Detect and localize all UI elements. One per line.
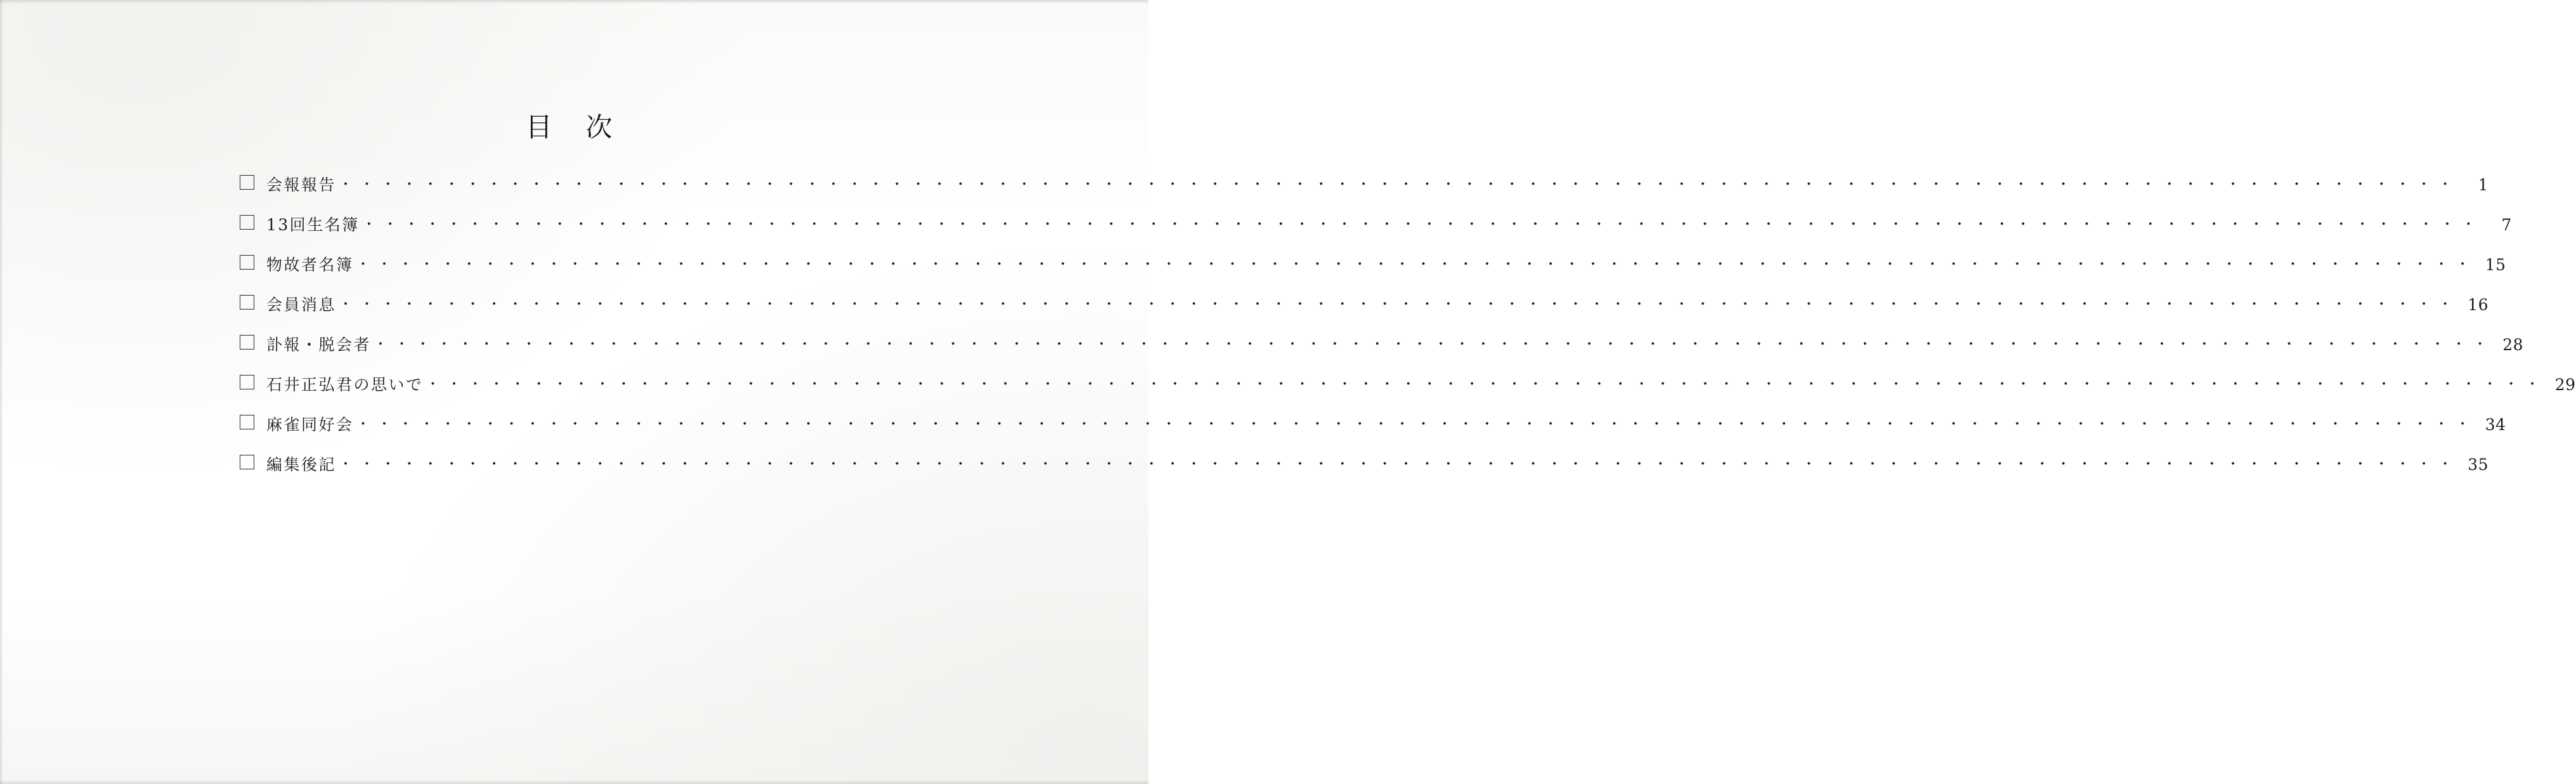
toc-entry-label: 訃報・脱会者 (266, 336, 372, 354)
toc-entry-label: 物故者名簿 (266, 256, 354, 274)
toc-entry-page: 28 (2502, 336, 2524, 354)
toc-entry-6[interactable] (240, 372, 2576, 412)
toc-entry-label: 13回生名簿 (266, 216, 360, 234)
toc-entry-1[interactable] (240, 173, 2489, 212)
square-bullet-icon (240, 295, 254, 310)
toc-entry-7[interactable] (240, 412, 2506, 452)
leader-dots: ・・・・・・・・・・・・・・・・・・・・・・・・・・・・・・・・・・・・・・・・・・・・・・・・・・・・・・・・・・・・・・・・・・・・・・・・・・・・・・・・・・・・・・・・・・・・・・・・・・・・ (339, 457, 2460, 473)
toc-entry-label: 編集後記 (266, 455, 337, 474)
page-title-char-1: 目 (525, 112, 563, 143)
leader-dots: ・・・・・・・・・・・・・・・・・・・・・・・・・・・・・・・・・・・・・・・・・・・・・・・・・・・・・・・・・・・・・・・・・・・・・・・・・・・・・・・・・・・・・・・・・・・・・・・・・・・・ (374, 337, 2495, 353)
toc-entry-5[interactable] (240, 332, 2524, 372)
square-bullet-icon (240, 375, 254, 389)
leader-dots: ・・・・・・・・・・・・・・・・・・・・・・・・・・・・・・・・・・・・・・・・・・・・・・・・・・・・・・・・・・・・・・・・・・・・・・・・・・・・・・・・・・・・・・・・・・・・・・・・・・・・ (356, 417, 2477, 433)
toc-entry-label: 石井正弘君の思いで (266, 376, 424, 394)
toc-entry-page: 1 (2478, 176, 2489, 194)
paper-edge-bottom (0, 780, 1148, 784)
toc-entry-page: 15 (2485, 256, 2506, 274)
toc-entry-8[interactable] (240, 452, 2489, 492)
page-title (0, 107, 1148, 145)
leader-dots: ・・・・・・・・・・・・・・・・・・・・・・・・・・・・・・・・・・・・・・・・・・・・・・・・・・・・・・・・・・・・・・・・・・・・・・・・・・・・・・・・・・・・・・・・・・・・・・・・・・・・ (339, 297, 2460, 313)
square-bullet-icon (240, 335, 254, 350)
toc-entry-page: 7 (2501, 216, 2512, 234)
leader-dots: ・・・・・・・・・・・・・・・・・・・・・・・・・・・・・・・・・・・・・・・・・・・・・・・・・・・・・・・・・・・・・・・・・・・・・・・・・・・・・・・・・・・・・・・・・・・・・・・・・・・・ (361, 217, 2483, 233)
leader-dots: ・・・・・・・・・・・・・・・・・・・・・・・・・・・・・・・・・・・・・・・・・・・・・・・・・・・・・・・・・・・・・・・・・・・・・・・・・・・・・・・・・・・・・・・・・・・・・・・・・・・・ (426, 377, 2547, 393)
toc-entry-page: 35 (2468, 455, 2489, 474)
square-bullet-icon (240, 415, 254, 429)
page-title-char-2: 次 (585, 112, 623, 143)
square-bullet-icon (240, 255, 254, 270)
square-bullet-icon (240, 215, 254, 230)
toc-entry-page: 16 (2468, 296, 2489, 314)
square-bullet-icon (240, 455, 254, 469)
toc-entry-page: 29 (2554, 376, 2576, 394)
square-bullet-icon (240, 175, 254, 190)
toc-entry-page: 34 (2485, 415, 2506, 434)
toc-entry-4[interactable] (240, 292, 2489, 332)
toc-entry-label: 会報報告 (266, 176, 337, 194)
table-of-contents (240, 173, 2576, 492)
toc-entry-2[interactable] (240, 212, 2512, 252)
paper-edge-top (0, 0, 1148, 4)
leader-dots: ・・・・・・・・・・・・・・・・・・・・・・・・・・・・・・・・・・・・・・・・・・・・・・・・・・・・・・・・・・・・・・・・・・・・・・・・・・・・・・・・・・・・・・・・・・・・・・・・・・・・ (356, 257, 2477, 273)
leader-dots: ・・・・・・・・・・・・・・・・・・・・・・・・・・・・・・・・・・・・・・・・・・・・・・・・・・・・・・・・・・・・・・・・・・・・・・・・・・・・・・・・・・・・・・・・・・・・・・・・・・・・ (339, 177, 2460, 193)
toc-entry-label: 麻雀同好会 (266, 415, 354, 434)
toc-entry-label: 会員消息 (266, 296, 337, 314)
toc-entry-3[interactable] (240, 252, 2506, 292)
